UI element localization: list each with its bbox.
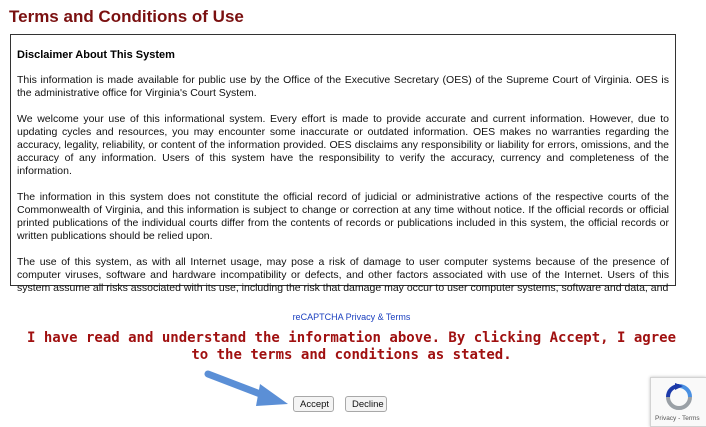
agreement-statement: I have read and understand the information above. By clicking Accept, I agree to the terms and conditions as stated. — [26, 330, 676, 363]
terms-heading: Disclaimer About This System — [17, 49, 175, 61]
terms-paragraph: The use of this system, as with all Internet usage, may pose a risk of damage to user computer systems because of the presence of computer viruses, software and hardware incompatibility or defects, and other factors associated with use of the Internet. Users of this system assume all risks associated with its use, including the risk that damage may occur to user computer systems, software and data, and — [17, 256, 669, 294]
recaptcha-privacy-link[interactable]: reCAPTCHA Privacy & Terms — [292, 312, 411, 322]
recaptcha-badge-text[interactable]: Privacy - Terms — [655, 415, 700, 422]
terms-paragraph: This information is made available for public use by the Office of the Executive Secretary (OES) of the Supreme Court of Virginia. OES is the administrative office for Virginia's Court System. — [17, 74, 669, 99]
page-title: Terms and Conditions of Use — [9, 7, 244, 26]
decline-button[interactable]: Decline — [345, 396, 387, 412]
recaptcha-logo-icon — [664, 382, 694, 412]
recaptcha-badge[interactable] — [650, 377, 706, 427]
pointer-arrow-icon — [200, 364, 296, 412]
terms-paragraph: The information in this system does not constitute the official record of judicial or administrative actions of the respective courts of the Commonwealth of Virginia, and this information is subject to change or correction at any time without notice. If the official records or official printed publications of the individual courts differ from the contents of records or publications included in this system, the official records or written publications should be relied upon. — [17, 191, 669, 242]
terms-scroll-box[interactable] — [10, 34, 676, 294]
terms-paragraph: We welcome your use of this informational system. Every effort is made to provide accurate and current information. However, due to updating cycles and resources, you may encounter some inaccurate or outdated information. OES makes no warranties regarding the accuracy, legality, reliability, or content of the information provided. OES disclaims any responsibility or liability for errors, omissions, and the accuracy of any information. Users of this system have the responsibility to verify the accuracy, currency and completeness of the information. — [17, 113, 669, 177]
accept-button[interactable]: Accept — [293, 396, 334, 412]
